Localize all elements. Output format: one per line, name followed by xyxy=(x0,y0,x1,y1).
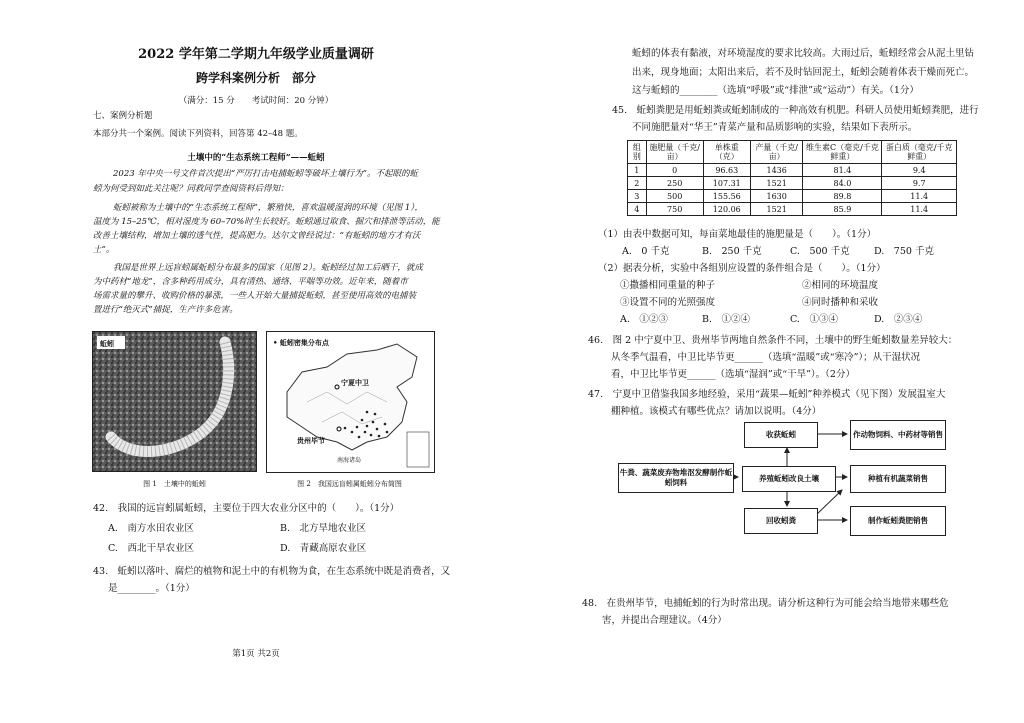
q44-line3: 这与蚯蚓的________（选填“呼吸”或“排泄”或“运动”）有关。（1分） xyxy=(632,85,919,96)
case-title: 土壤中的“生态系统工程师”——蚯蚓 xyxy=(187,153,325,163)
flow-plant: 种植有机蔬菜销售 xyxy=(850,465,946,493)
table-cell: 4 xyxy=(628,203,647,216)
flow-source: 牛粪、蔬菜废弃物堆沤发酵制作蚯蚓饲料 xyxy=(618,463,734,493)
page-footer: 第1页 共2页 xyxy=(232,649,280,659)
table-header: 施肥量（千克/亩） xyxy=(646,141,703,164)
table-cell: 0 xyxy=(646,164,703,177)
para3-line: 我国是世界上远盲蚓属蚯蚓分布最多的国家（见图 2）。蚯蚓经过加工后晒干，就成 xyxy=(113,263,423,273)
table-cell: 84.0 xyxy=(803,177,882,190)
q45-line2: 不同施肥量对“华王”青菜产量和品质影响的实验，结果如下表所示。 xyxy=(632,122,918,133)
table-cell: 9.7 xyxy=(882,177,957,190)
table-cell: 3 xyxy=(628,190,647,203)
table-cell: 107.31 xyxy=(703,177,750,190)
table-cell: 2 xyxy=(628,177,647,190)
q48-line2: 害，并提出合理建议。（4分） xyxy=(602,615,727,626)
table-cell: 11.4 xyxy=(882,203,957,216)
para2-line: 温度为 15–25℃，相对湿度为 60–70%时生长较好。蚯蚓通过取食、掘穴和排泄等活动，能 xyxy=(93,217,440,227)
q45-1-option-d: D. 750 千克 xyxy=(874,246,934,257)
table-cell: 1630 xyxy=(750,190,803,203)
china-map-drawing xyxy=(267,332,434,472)
q45-1-stem: （1）由表中数据可知，每亩菜地最佳的施肥量是（ ）。（1分） xyxy=(598,229,877,240)
table-header: 组别 xyxy=(628,141,647,164)
q46-line2: 从冬季气温看，中卫比毕节更______（选填“温暖”或“寒冷”）；从干湿状况 xyxy=(611,352,921,363)
q46-line1: 46. 图 2 中宁夏中卫、贵州毕节两地自然条件不同，土壤中的野生蚯蚓数量差异较大： xyxy=(588,335,958,346)
q45-2-option-d: D. ②③④ xyxy=(874,314,923,325)
exam-subtitle: 跨学科案例分析 部分 xyxy=(195,71,316,85)
table-cell: 120.06 xyxy=(703,203,750,216)
table-cell: 1521 xyxy=(750,177,803,190)
table-cell: 1436 xyxy=(750,164,803,177)
para1-line: 蚓为何受到如此关注呢？同救同学查阅资料后得知： xyxy=(93,184,289,194)
q45-2-item-1: ①撒播相同重量的种子 xyxy=(620,280,716,291)
table-cell: 1521 xyxy=(750,203,803,216)
table-header: 单株重（克） xyxy=(703,141,750,164)
flow-arrows xyxy=(512,0,1024,723)
fig2-guizhou-label: 贵州毕节 xyxy=(297,436,325,445)
para1-line: 2023 年中央一号文件首次提出“严厉打击电捕蚯蚓等破坏土壤行为”。不起眼的蚯 xyxy=(113,169,419,179)
table-cell: 89.8 xyxy=(803,190,882,203)
q42-stem: 42. 我国的远盲蚓属蚯蚓，主要位于四大农业分区中的（ ）。（1分） xyxy=(93,503,400,514)
q45-2-option-a: A. ①②③ xyxy=(620,314,668,325)
table-cell: 81.4 xyxy=(803,164,882,177)
q45-1-option-b: B. 250 千克 xyxy=(702,246,762,257)
flow-harvest: 收获蚯蚓 xyxy=(744,422,818,448)
fig1-caption: 图 1 土壤中的蚯蚓 xyxy=(143,480,206,488)
q45-2-stem: （2）据表分析，实验中各组别应设置的条件组合是（ ）。（1分） xyxy=(598,263,886,274)
fig2-legend: • 蚯蚓密集分布点 xyxy=(273,338,329,347)
para2-line: 蚯蚓被称为土壤中的“生态系统工程师”，繁殖快，喜欢温暖湿润的环境（见图 1）， xyxy=(113,203,424,213)
q42-option-c: C. 西北干旱农业区 xyxy=(108,543,194,554)
table-header: 产量（千克/亩） xyxy=(750,141,803,164)
fig1-inline-label: 蚯蚓 xyxy=(100,339,114,348)
q48-line1: 48. 在贵州毕节，电捕蚯蚓的行为时常出现。请分析这种行为可能会给当地带来哪些危 xyxy=(582,598,949,609)
q43-line2: 是________。（1分） xyxy=(108,583,195,594)
flow-fertilizer: 制作蚯蚓粪肥销售 xyxy=(850,506,946,536)
exam-meta: （满分：15 分 考试时间：20 分钟） xyxy=(178,96,334,106)
q45-1-option-c: C. 500 千克 xyxy=(790,246,850,257)
exam-title: 2022 学年第二学期九年级学业质量调研 xyxy=(138,47,374,62)
para3-line: 场需求量的攀升、收购价格的暴涨，一些人开始大量捕捉蚯蚓，甚至使用高效的电捕装 xyxy=(93,291,417,301)
flow-recycle: 回收蚓粪 xyxy=(744,508,818,534)
q42-option-a: A. 南方水田农业区 xyxy=(108,523,194,534)
table-cell: 1 xyxy=(628,164,647,177)
table-cell: 500 xyxy=(646,190,703,203)
table-header: 维生素C（毫克/千克鲜重） xyxy=(803,141,882,164)
q47-line2: 棚种植。该模式有哪些优点？请加以说明。（4分） xyxy=(611,406,822,417)
table-cell: 9.4 xyxy=(882,164,957,177)
table-cell: 11.4 xyxy=(882,190,957,203)
q43-line1: 43. 蚯蚓以落叶、腐烂的植物和泥土中的有机物为食，在生态系统中既是消费者，又 xyxy=(93,566,451,577)
q45-2-item-2: ②相同的环境温度 xyxy=(802,280,879,291)
table-header: 蛋白质（毫克/千克鲜重） xyxy=(882,141,957,164)
section-intro: 本部分共一个案例。阅读下列资料，回答第 42–48 题。 xyxy=(93,129,303,139)
table-cell: 85.9 xyxy=(803,203,882,216)
q42-option-d: D. 青藏高原农业区 xyxy=(280,543,367,554)
fig2-ningxia-label: 宁夏中卫 xyxy=(341,378,369,387)
q47-line1: 47. 宁夏中卫借鉴我国多地经验，采用“蔬果—蚯蚓”种养模式（见下图）发展温室大 xyxy=(588,389,946,400)
earthworm-photo xyxy=(92,331,257,472)
section-heading: 七、案例分析题 xyxy=(93,111,153,121)
q46-line3: 看，中卫比毕节更______（选填“湿润”或“干旱”）。（2分） xyxy=(611,369,855,380)
table-cell: 750 xyxy=(646,203,703,216)
para2-line: 改善土壤结构，增加土壤的透气性，提高肥力。达尔文曾经说过：“有蚯蚓的地方才有沃 xyxy=(93,231,421,241)
q45-2-option-c: C. ①③④ xyxy=(790,314,838,325)
right-page xyxy=(512,0,1024,723)
para3-line: 置进行“绝灭式”捕捉，生产许多危害。 xyxy=(93,305,238,315)
table-cell: 155.56 xyxy=(703,190,750,203)
fig2-south-label: 南海诸岛 xyxy=(337,457,362,464)
china-map xyxy=(266,331,435,473)
q44-line1: 蚯蚓的体表有黏液，对环境湿度的要求比较高。大雨过后，蚯蚓经常会从泥土里钻 xyxy=(632,48,975,59)
para3-line: 为中药材“地龙”，含多种药用成分，具有清热、通络、平喘等功效。近年来，随着市 xyxy=(93,277,408,287)
q44-line2: 出来，现身地面；太阳出来后，若不及时钻回泥土，蚯蚓会随着体表干燥而死亡。 xyxy=(632,67,975,78)
flow-feed-sales: 作动物饲料、中药材等销售 xyxy=(850,420,946,450)
table-cell: 96.63 xyxy=(703,164,750,177)
q45-2-item-3: ③设置不同的光照强度 xyxy=(620,297,716,308)
earthworm-photo-drawing xyxy=(93,332,256,471)
flow-raise: 养殖蚯蚓改良土壤 xyxy=(742,466,836,492)
q45-line1: 45. 蚯蚓粪肥是用蚯蚓粪或蚯蚓制成的一种高效有机肥。科研人员使用蚯蚓粪肥，进行 xyxy=(612,105,979,116)
q42-option-b: B. 北方旱地农业区 xyxy=(280,523,367,534)
q45-1-option-a: A. 0 千克 xyxy=(622,246,670,257)
fig2-caption: 图 2 我国远盲蚓属蚯蚓分布简图 xyxy=(297,480,402,488)
q45-2-item-4: ④同时播种和采收 xyxy=(802,297,879,308)
para2-line: 土”。 xyxy=(93,245,115,255)
table-cell: 250 xyxy=(646,177,703,190)
q45-2-option-b: B. ①②④ xyxy=(702,314,751,325)
